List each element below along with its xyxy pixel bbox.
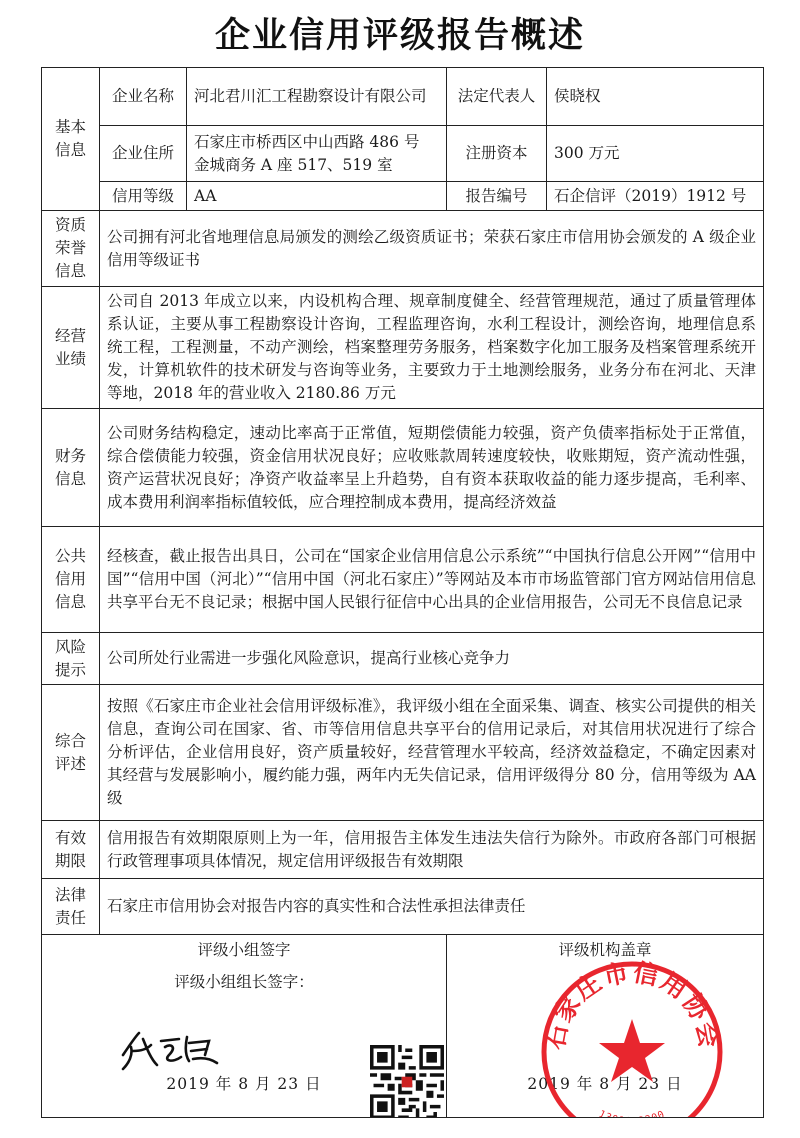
qualification-label: 资质荣誉信息 bbox=[42, 211, 100, 287]
risk-label: 风险提示 bbox=[42, 633, 100, 685]
row-business bbox=[42, 287, 764, 409]
signature-heading: 评级小组签字 bbox=[197, 941, 291, 959]
report-no-label: 报告编号 bbox=[447, 182, 547, 211]
grade-value: AA bbox=[187, 182, 447, 211]
qualification-text: 公司拥有河北省地理信息局颁发的测绘乙级资质证书；荣获石家庄市信用协会颁发的 A 级企业信用等级证书 bbox=[100, 211, 764, 287]
row-signatures bbox=[42, 935, 764, 1118]
row-address bbox=[42, 126, 764, 182]
row-qualification bbox=[42, 211, 764, 287]
seal-heading: 评级机构盖章 bbox=[558, 941, 652, 959]
row-summary bbox=[42, 685, 764, 821]
risk-text: 公司所处行业需进一步强化风险意识，提高行业核心竞争力 bbox=[100, 633, 764, 685]
report-table bbox=[41, 67, 764, 1128]
row-grade bbox=[42, 182, 764, 211]
report-no-value: 石企信评（2019）1912 号 bbox=[547, 182, 764, 211]
row-validity bbox=[42, 821, 764, 879]
official-seal bbox=[537, 957, 727, 1128]
capital-label: 注册资本 bbox=[447, 126, 547, 182]
signature-date: 2019 年 8 月 23 日 bbox=[166, 1075, 322, 1093]
summary-text: 按照《石家庄市企业社会信用评级标准》，我评级小组在全面采集、调查、核实公司提供的相关信息，查询公司在国家、省、市等信用信息共享平台的信用记录后，对其信用状况进行了综合分析评估，企业信用良好，资产质量较好，经营管理水平较高，经济效益稳定，不确定因素对其经营与发展影响小，履约能力强，两年内无失信记录，信用评级得分 80 分，信用等级为 AA 级 bbox=[100, 685, 764, 821]
svg-text:1301022300: 1301022300 bbox=[596, 1108, 668, 1128]
summary-label: 综合评述 bbox=[42, 685, 100, 821]
row-risk bbox=[42, 633, 764, 685]
seal-cell bbox=[447, 935, 764, 1128]
company-name-value: 河北君川汇工程勘察设计有限公司 bbox=[187, 68, 447, 126]
finance-label: 财务信息 bbox=[42, 409, 100, 527]
public-credit-label: 公共信用信息 bbox=[42, 527, 100, 633]
capital-value: 300 万元 bbox=[547, 126, 764, 182]
validity-label: 有效期限 bbox=[42, 821, 100, 879]
row-finance bbox=[42, 409, 764, 527]
address-line-1: 石家庄市桥西区中山西路 486 号 bbox=[194, 132, 420, 151]
business-text: 公司自 2013 年成立以来，内设机构合理、规章制度健全、经营管理规范，通过了质量管理体系认证，主要从事工程勘察设计咨询，工程监理咨询，水利工程设计，测绘咨询，地理信息系统工程，工程测量，不动产测绘，档案整理劳务服务，档案数字化加工服务及档案管理系统开发，计算机软件的技术研发与咨询等业务，主要致力于土地测绘服务，业务分布在河北、天津等地，2018 年的营业收入 2180.86 万元 bbox=[100, 287, 764, 409]
row-legal bbox=[42, 879, 764, 935]
grade-label: 信用等级 bbox=[100, 182, 187, 211]
legal-label: 法律责任 bbox=[42, 879, 100, 935]
address-value bbox=[187, 126, 447, 182]
leader-signature-label: 评级小组组长签字： bbox=[174, 973, 314, 991]
business-label: 经营业绩 bbox=[42, 287, 100, 409]
public-credit-text: 经核查，截止报告出具日，公司在“国家企业信用信息公示系统”“中国执行信息公开网”“信用中国”“信用中国（河北）”“信用中国（河北石家庄）”等网站及本市市场监管部门官方网站信用信息共享平台无不良记录；根据中国人民银行征信中心出具的企业信用报告，公司无不良信息记录 bbox=[100, 527, 764, 633]
signature-cell bbox=[42, 935, 447, 1118]
legal-rep-label: 法定代表人 bbox=[447, 68, 547, 126]
basic-info-label: 基本信息 bbox=[42, 68, 100, 211]
legal-rep-value: 侯晓权 bbox=[547, 68, 764, 126]
address-line-2: 金城商务 A 座 517、519 室 bbox=[194, 155, 393, 174]
row-public-credit bbox=[42, 527, 764, 633]
seal-date: 2019 年 8 月 23 日 bbox=[527, 1075, 683, 1093]
handwritten-signature bbox=[117, 1025, 227, 1075]
validity-text: 信用报告有效期限原则上为一年，信用报告主体发生违法失信行为除外。市政府各部门可根据行政管理事项具体情况，规定信用评级报告有效期限 bbox=[100, 821, 764, 879]
legal-text: 石家庄市信用协会对报告内容的真实性和合法性承担法律责任 bbox=[100, 879, 764, 935]
address-label: 企业住所 bbox=[100, 126, 187, 182]
row-company-name bbox=[42, 68, 764, 126]
report-title: 企业信用评级报告概述 bbox=[214, 16, 585, 56]
svg-text:石家庄市信用协会: 石家庄市信用协会 bbox=[540, 957, 724, 1052]
company-name-label: 企业名称 bbox=[100, 68, 187, 126]
finance-text: 公司财务结构稳定，速动比率高于正常值，短期偿债能力较强，资产负债率指标处于正常值，综合偿债能力较强，资金信用状况良好；应收账款周转速度较快，收账期短，资产流动性强，资产运营状况良好；净资产收益率呈上升趋势，自有资本获取收益的能力逐步提高，毛利率、成本费用利润率指标值较低，应合理控制成本费用，提高经济效益 bbox=[100, 409, 764, 527]
